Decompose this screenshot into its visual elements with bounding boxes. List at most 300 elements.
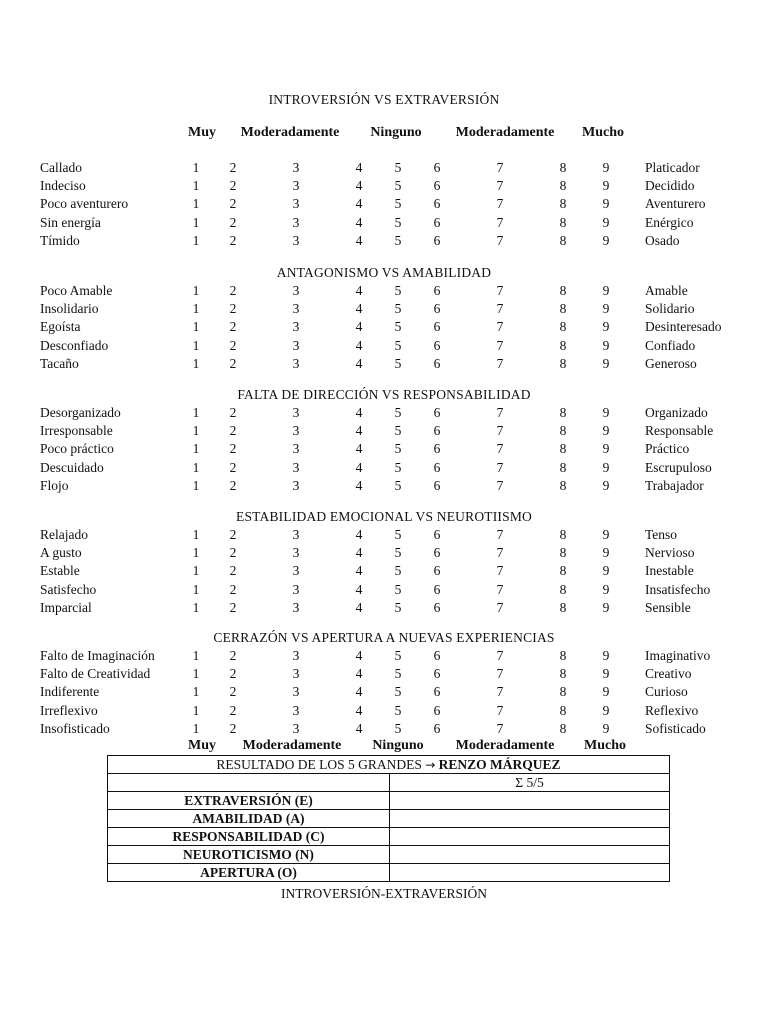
item-right-label: Inestable bbox=[645, 563, 694, 579]
rating-option[interactable]: 7 bbox=[496, 459, 504, 475]
rating-option[interactable]: 1 bbox=[192, 355, 200, 371]
rating-option[interactable]: 9 bbox=[602, 160, 610, 175]
rating-option[interactable]: 8 bbox=[559, 720, 567, 736]
item-left-label: Imparcial bbox=[40, 599, 92, 615]
rating-option[interactable]: 3 bbox=[292, 160, 300, 175]
trait-label-conscientiousness: RESPONSABILIDAD (C) bbox=[108, 828, 390, 846]
rating-option[interactable]: 6 bbox=[433, 214, 441, 230]
rating-option[interactable]: 2 bbox=[229, 178, 237, 194]
rating-option[interactable]: 8 bbox=[559, 196, 567, 212]
rating-option[interactable]: 6 bbox=[433, 283, 441, 298]
rating-option[interactable]: 2 bbox=[229, 355, 237, 371]
item-right-label: Aventurero bbox=[645, 196, 706, 212]
rating-option[interactable]: 1 bbox=[192, 301, 200, 317]
rating-option[interactable]: 2 bbox=[229, 477, 237, 493]
rating-option[interactable]: 4 bbox=[355, 599, 363, 615]
rating-option[interactable]: 3 bbox=[292, 214, 300, 230]
rating-option[interactable]: 7 bbox=[496, 160, 504, 175]
trait-score-neuroticism[interactable] bbox=[390, 846, 670, 864]
rating-option[interactable]: 6 bbox=[433, 599, 441, 615]
item-left-label: Poco aventurero bbox=[40, 196, 129, 212]
rating-option[interactable]: 6 bbox=[433, 337, 441, 353]
rating-option[interactable]: 4 bbox=[355, 563, 363, 579]
item-row bbox=[0, 215, 768, 233]
rating-option[interactable]: 6 bbox=[433, 581, 441, 597]
item-left-label: Relajado bbox=[40, 527, 88, 542]
rating-option[interactable]: 4 bbox=[355, 232, 363, 248]
rating-option[interactable]: 4 bbox=[355, 283, 363, 298]
item-right-label: Imaginativo bbox=[645, 648, 711, 663]
rating-option[interactable]: 6 bbox=[433, 319, 441, 335]
rating-option[interactable]: 5 bbox=[394, 423, 402, 439]
rating-option[interactable]: 9 bbox=[602, 178, 610, 194]
rating-option[interactable]: 3 bbox=[292, 477, 300, 493]
item-left-label: Satisfecho bbox=[40, 581, 97, 597]
trait-score-extraversion[interactable] bbox=[390, 792, 670, 810]
item-row bbox=[0, 648, 768, 666]
arrow-right-icon: → bbox=[425, 757, 436, 772]
rating-option[interactable]: 5 bbox=[394, 477, 402, 493]
scale-label: Moderadamente bbox=[455, 125, 555, 140]
section-title: INTROVERSIÓN VS EXTRAVERSIÓN bbox=[268, 92, 500, 107]
rating-option[interactable]: 5 bbox=[394, 441, 402, 457]
rating-option[interactable]: 7 bbox=[496, 337, 504, 353]
trait-label-neuroticism: NEUROTICISMO (N) bbox=[108, 846, 390, 864]
rating-option[interactable]: 6 bbox=[433, 720, 441, 736]
rating-option[interactable]: 3 bbox=[292, 720, 300, 736]
rating-option[interactable]: 2 bbox=[229, 545, 237, 561]
item-right-label: Decidido bbox=[645, 178, 695, 194]
rating-option[interactable]: 6 bbox=[433, 423, 441, 439]
rating-option[interactable]: 5 bbox=[394, 581, 402, 597]
rating-option[interactable]: 7 bbox=[496, 423, 504, 439]
item-row bbox=[0, 460, 768, 478]
item-row bbox=[0, 703, 768, 721]
rating-option[interactable]: 8 bbox=[559, 684, 567, 700]
rating-option[interactable]: 7 bbox=[496, 283, 504, 298]
rating-option[interactable]: 1 bbox=[192, 405, 200, 420]
rating-option[interactable]: 2 bbox=[229, 599, 237, 615]
rating-option[interactable]: 9 bbox=[602, 545, 610, 561]
rating-option[interactable]: 5 bbox=[394, 702, 402, 718]
rating-option[interactable]: 4 bbox=[355, 160, 363, 175]
rating-option[interactable]: 2 bbox=[229, 283, 237, 298]
rating-option[interactable]: 9 bbox=[602, 301, 610, 317]
rating-option[interactable]: 5 bbox=[394, 648, 402, 663]
rating-option[interactable]: 3 bbox=[292, 283, 300, 298]
rating-option[interactable]: 6 bbox=[433, 477, 441, 493]
rating-option[interactable]: 8 bbox=[559, 337, 567, 353]
rating-option[interactable]: 1 bbox=[192, 545, 200, 561]
rating-option[interactable]: 2 bbox=[229, 214, 237, 230]
rating-option[interactable]: 2 bbox=[229, 337, 237, 353]
rating-option[interactable]: 1 bbox=[192, 684, 200, 700]
rating-option[interactable]: 8 bbox=[559, 648, 567, 663]
rating-option[interactable]: 5 bbox=[394, 527, 402, 542]
rating-option[interactable]: 3 bbox=[292, 666, 300, 682]
rating-option[interactable]: 8 bbox=[559, 214, 567, 230]
rating-option[interactable]: 6 bbox=[433, 666, 441, 682]
rating-option[interactable]: 6 bbox=[433, 355, 441, 371]
rating-option[interactable]: 9 bbox=[602, 599, 610, 615]
rating-option[interactable]: 8 bbox=[559, 423, 567, 439]
rating-option[interactable]: 4 bbox=[355, 545, 363, 561]
rating-option[interactable]: 1 bbox=[192, 232, 200, 248]
item-left-label: Descuidado bbox=[40, 459, 104, 475]
rating-option[interactable]: 7 bbox=[496, 720, 504, 736]
rating-option[interactable]: 6 bbox=[433, 648, 441, 663]
item-right-label: Práctico bbox=[645, 441, 690, 457]
rating-option[interactable]: 8 bbox=[559, 441, 567, 457]
rating-option[interactable]: 5 bbox=[394, 337, 402, 353]
rating-option[interactable]: 4 bbox=[355, 405, 363, 420]
item-right-label: Osado bbox=[645, 232, 680, 248]
rating-option[interactable]: 1 bbox=[192, 527, 200, 542]
rating-option[interactable]: 1 bbox=[192, 477, 200, 493]
rating-option[interactable]: 5 bbox=[394, 720, 402, 736]
rating-option[interactable]: 9 bbox=[602, 337, 610, 353]
rating-option[interactable]: 1 bbox=[192, 319, 200, 335]
item-right-label: Curioso bbox=[645, 684, 688, 700]
rating-option[interactable]: 7 bbox=[496, 319, 504, 335]
rating-option[interactable]: 1 bbox=[192, 648, 200, 663]
rating-option[interactable]: 8 bbox=[559, 581, 567, 597]
item-left-label: Insofisticado bbox=[40, 720, 110, 736]
rating-option[interactable]: 5 bbox=[394, 283, 402, 298]
rating-option[interactable]: 1 bbox=[192, 563, 200, 579]
rating-option[interactable]: 6 bbox=[433, 563, 441, 579]
item-row bbox=[0, 160, 768, 178]
trait-score-conscientiousness[interactable] bbox=[390, 828, 670, 846]
rating-option[interactable]: 4 bbox=[355, 702, 363, 718]
rating-option[interactable]: 4 bbox=[355, 355, 363, 371]
rating-option[interactable]: 6 bbox=[433, 196, 441, 212]
item-row bbox=[0, 721, 768, 739]
rating-option[interactable]: 9 bbox=[602, 283, 610, 298]
rating-option[interactable]: 9 bbox=[602, 563, 610, 579]
rating-option[interactable]: 8 bbox=[559, 459, 567, 475]
item-right-label: Nervioso bbox=[645, 545, 695, 561]
rating-option[interactable]: 2 bbox=[229, 648, 237, 663]
scale-label: Muy bbox=[188, 125, 216, 140]
rating-option[interactable]: 3 bbox=[292, 196, 300, 212]
rating-option[interactable]: 2 bbox=[229, 563, 237, 579]
rating-option[interactable]: 1 bbox=[192, 581, 200, 597]
rating-option[interactable]: 2 bbox=[229, 301, 237, 317]
rating-option[interactable]: 4 bbox=[355, 337, 363, 353]
item-row bbox=[0, 666, 768, 684]
rating-option[interactable]: 3 bbox=[292, 178, 300, 194]
item-right-label: Desinteresado bbox=[645, 319, 722, 335]
rating-option[interactable]: 3 bbox=[292, 405, 300, 420]
rating-option[interactable]: 4 bbox=[355, 423, 363, 439]
rating-option[interactable]: 7 bbox=[496, 599, 504, 615]
item-right-label: Trabajador bbox=[645, 477, 704, 493]
item-right-label: Responsable bbox=[645, 423, 714, 439]
item-row bbox=[0, 178, 768, 196]
item-left-label: Flojo bbox=[40, 477, 69, 493]
item-right-label: Creativo bbox=[645, 666, 692, 682]
rating-option[interactable]: 7 bbox=[496, 178, 504, 194]
rating-option[interactable]: 4 bbox=[355, 666, 363, 682]
rating-option[interactable]: 9 bbox=[602, 319, 610, 335]
rating-option[interactable]: 5 bbox=[394, 178, 402, 194]
item-row bbox=[0, 527, 768, 545]
rating-option[interactable]: 9 bbox=[602, 232, 610, 248]
section-title: CERRAZÓN VS APERTURA A NUEVAS EXPERIENCIAS bbox=[213, 630, 555, 645]
rating-option[interactable]: 9 bbox=[602, 648, 610, 663]
trait-score-agreeableness[interactable] bbox=[390, 810, 670, 828]
rating-option[interactable]: 9 bbox=[602, 702, 610, 718]
rating-option[interactable]: 2 bbox=[229, 666, 237, 682]
rating-option[interactable]: 3 bbox=[292, 232, 300, 248]
rating-option[interactable]: 6 bbox=[433, 178, 441, 194]
rating-option[interactable]: 3 bbox=[292, 702, 300, 718]
rating-option[interactable]: 9 bbox=[602, 423, 610, 439]
rating-option[interactable]: 9 bbox=[602, 477, 610, 493]
rating-option[interactable]: 1 bbox=[192, 178, 200, 194]
rating-option[interactable]: 9 bbox=[602, 720, 610, 736]
rating-option[interactable]: 3 bbox=[292, 581, 300, 597]
rating-option[interactable]: 3 bbox=[292, 527, 300, 542]
item-row bbox=[0, 356, 768, 374]
rating-option[interactable]: 4 bbox=[355, 527, 363, 542]
item-right-label: Enérgico bbox=[645, 214, 694, 230]
rating-option[interactable]: 7 bbox=[496, 214, 504, 230]
rating-option[interactable]: 4 bbox=[355, 319, 363, 335]
rating-option[interactable]: 6 bbox=[433, 545, 441, 561]
rating-option[interactable]: 8 bbox=[559, 545, 567, 561]
rating-option[interactable]: 3 bbox=[292, 459, 300, 475]
rating-option[interactable]: 1 bbox=[192, 702, 200, 718]
item-right-label: Sofisticado bbox=[645, 720, 706, 736]
rating-option[interactable]: 4 bbox=[355, 581, 363, 597]
rating-option[interactable]: 5 bbox=[394, 563, 402, 579]
rating-option[interactable]: 2 bbox=[229, 160, 237, 175]
results-title bbox=[108, 756, 670, 774]
item-row bbox=[0, 319, 768, 337]
rating-option[interactable]: 5 bbox=[394, 459, 402, 475]
item-left-label: Egoísta bbox=[40, 319, 81, 335]
rating-option[interactable]: 3 bbox=[292, 301, 300, 317]
rating-option[interactable]: 6 bbox=[433, 405, 441, 420]
rating-option[interactable]: 3 bbox=[292, 319, 300, 335]
rating-option[interactable]: 7 bbox=[496, 441, 504, 457]
rating-option[interactable]: 9 bbox=[602, 581, 610, 597]
item-left-label: Indeciso bbox=[40, 178, 86, 194]
rating-option[interactable]: 1 bbox=[192, 160, 200, 175]
rating-option[interactable]: 6 bbox=[433, 684, 441, 700]
rating-option[interactable]: 6 bbox=[433, 160, 441, 175]
rating-option[interactable]: 4 bbox=[355, 301, 363, 317]
rating-option[interactable]: 8 bbox=[559, 355, 567, 371]
trait-label-openness: APERTURA (O) bbox=[108, 864, 390, 882]
rating-option[interactable]: 8 bbox=[559, 563, 567, 579]
item-right-label: Organizado bbox=[645, 405, 708, 420]
rating-option[interactable]: 4 bbox=[355, 459, 363, 475]
item-right-label: Tenso bbox=[645, 527, 678, 542]
rating-option[interactable]: 8 bbox=[559, 160, 567, 175]
rating-option[interactable]: 7 bbox=[496, 527, 504, 542]
rating-option[interactable]: 7 bbox=[496, 196, 504, 212]
rating-option[interactable]: 6 bbox=[433, 459, 441, 475]
sum-header: Σ 5/5 bbox=[390, 774, 670, 792]
rating-option[interactable]: 2 bbox=[229, 423, 237, 439]
item-right-label: Confiado bbox=[645, 337, 696, 353]
rating-option[interactable]: 2 bbox=[229, 232, 237, 248]
rating-option[interactable]: 4 bbox=[355, 196, 363, 212]
rating-option[interactable]: 5 bbox=[394, 405, 402, 420]
rating-option[interactable]: 2 bbox=[229, 441, 237, 457]
item-right-label: Amable bbox=[645, 283, 688, 298]
rating-option[interactable]: 1 bbox=[192, 214, 200, 230]
rating-option[interactable]: 6 bbox=[433, 301, 441, 317]
rating-option[interactable]: 8 bbox=[559, 599, 567, 615]
rating-option[interactable]: 5 bbox=[394, 666, 402, 682]
rating-option[interactable]: 6 bbox=[433, 232, 441, 248]
scale-label: Ninguno bbox=[370, 125, 422, 140]
rating-option[interactable]: 8 bbox=[559, 405, 567, 420]
rating-option[interactable]: 7 bbox=[496, 477, 504, 493]
rating-option[interactable]: 6 bbox=[433, 702, 441, 718]
rating-option[interactable]: 7 bbox=[496, 405, 504, 420]
rating-option[interactable]: 3 bbox=[292, 423, 300, 439]
rating-option[interactable]: 1 bbox=[192, 283, 200, 298]
rating-option[interactable]: 1 bbox=[192, 720, 200, 736]
item-left-label: Poco práctico bbox=[40, 441, 114, 457]
rating-option[interactable]: 4 bbox=[355, 477, 363, 493]
rating-option[interactable]: 5 bbox=[394, 355, 402, 371]
rating-option[interactable]: 4 bbox=[355, 178, 363, 194]
rating-option[interactable]: 4 bbox=[355, 684, 363, 700]
rating-option[interactable]: 2 bbox=[229, 581, 237, 597]
trait-score-openness[interactable] bbox=[390, 864, 670, 882]
item-left-label: Callado bbox=[40, 160, 82, 175]
rating-option[interactable]: 1 bbox=[192, 459, 200, 475]
item-row bbox=[0, 545, 768, 563]
rating-option[interactable]: 5 bbox=[394, 214, 402, 230]
rating-option[interactable]: 7 bbox=[496, 563, 504, 579]
rating-option[interactable]: 1 bbox=[192, 423, 200, 439]
rating-option[interactable]: 7 bbox=[496, 545, 504, 561]
rating-option[interactable]: 5 bbox=[394, 319, 402, 335]
rating-option[interactable]: 1 bbox=[192, 666, 200, 682]
rating-option[interactable]: 3 bbox=[292, 648, 300, 663]
item-right-label: Insatisfecho bbox=[645, 581, 711, 597]
item-row bbox=[0, 338, 768, 356]
rating-option[interactable]: 9 bbox=[602, 441, 610, 457]
rating-option[interactable]: 9 bbox=[602, 196, 610, 212]
rating-option[interactable]: 6 bbox=[433, 441, 441, 457]
rating-option[interactable]: 8 bbox=[559, 301, 567, 317]
rating-option[interactable]: 7 bbox=[496, 702, 504, 718]
rating-option[interactable]: 5 bbox=[394, 684, 402, 700]
rating-option[interactable]: 2 bbox=[229, 527, 237, 542]
rating-option[interactable]: 9 bbox=[602, 527, 610, 542]
rating-option[interactable]: 2 bbox=[229, 405, 237, 420]
item-left-label: Desconfiado bbox=[40, 337, 109, 353]
rating-option[interactable]: 9 bbox=[602, 684, 610, 700]
rating-option[interactable]: 8 bbox=[559, 283, 567, 298]
results-table bbox=[107, 755, 670, 882]
rating-option[interactable]: 3 bbox=[292, 684, 300, 700]
rating-option[interactable]: 2 bbox=[229, 684, 237, 700]
results-person-name: RENZO MÁRQUEZ bbox=[438, 756, 561, 772]
rating-option[interactable]: 3 bbox=[292, 599, 300, 615]
rating-option[interactable]: 5 bbox=[394, 301, 402, 317]
rating-option[interactable]: 5 bbox=[394, 196, 402, 212]
rating-option[interactable]: 3 bbox=[292, 563, 300, 579]
rating-option[interactable]: 7 bbox=[496, 581, 504, 597]
item-row bbox=[0, 441, 768, 459]
item-right-label: Solidario bbox=[645, 301, 695, 317]
rating-option[interactable]: 9 bbox=[602, 355, 610, 371]
scale-label: Moderadamente bbox=[242, 738, 342, 753]
scale-header-top bbox=[0, 125, 768, 143]
rating-option[interactable]: 8 bbox=[559, 319, 567, 335]
item-row bbox=[0, 684, 768, 702]
rating-option[interactable]: 4 bbox=[355, 648, 363, 663]
rating-option[interactable]: 1 bbox=[192, 196, 200, 212]
rating-option[interactable]: 7 bbox=[496, 232, 504, 248]
rating-option[interactable]: 1 bbox=[192, 599, 200, 615]
rating-option[interactable]: 2 bbox=[229, 459, 237, 475]
rating-option[interactable]: 1 bbox=[192, 441, 200, 457]
rating-option[interactable]: 9 bbox=[602, 405, 610, 420]
rating-option[interactable]: 5 bbox=[394, 599, 402, 615]
rating-option[interactable]: 9 bbox=[602, 666, 610, 682]
rating-option[interactable]: 4 bbox=[355, 214, 363, 230]
rating-option[interactable]: 2 bbox=[229, 319, 237, 335]
rating-option[interactable]: 3 bbox=[292, 337, 300, 353]
rating-option[interactable]: 5 bbox=[394, 232, 402, 248]
rating-option[interactable]: 4 bbox=[355, 720, 363, 736]
rating-option[interactable]: 8 bbox=[559, 477, 567, 493]
rating-option[interactable]: 7 bbox=[496, 666, 504, 682]
rating-option[interactable]: 9 bbox=[602, 459, 610, 475]
rating-option[interactable]: 7 bbox=[496, 684, 504, 700]
rating-option[interactable]: 7 bbox=[496, 301, 504, 317]
rating-option[interactable]: 7 bbox=[496, 355, 504, 371]
item-left-label: Estable bbox=[40, 563, 80, 579]
rating-option[interactable]: 6 bbox=[433, 527, 441, 542]
rating-option[interactable]: 2 bbox=[229, 196, 237, 212]
rating-option[interactable]: 3 bbox=[292, 441, 300, 457]
rating-option[interactable]: 4 bbox=[355, 441, 363, 457]
rating-option[interactable]: 3 bbox=[292, 355, 300, 371]
rating-option[interactable]: 2 bbox=[229, 720, 237, 736]
rating-option[interactable]: 8 bbox=[559, 178, 567, 194]
rating-option[interactable]: 8 bbox=[559, 232, 567, 248]
rating-option[interactable]: 8 bbox=[559, 666, 567, 682]
item-left-label: Desorganizado bbox=[40, 405, 121, 420]
results-title-text: RESULTADO DE LOS 5 GRANDES bbox=[216, 756, 422, 772]
rating-option[interactable]: 7 bbox=[496, 648, 504, 663]
rating-option[interactable]: 5 bbox=[394, 160, 402, 175]
rating-option[interactable]: 9 bbox=[602, 214, 610, 230]
rating-option[interactable]: 1 bbox=[192, 337, 200, 353]
item-row bbox=[0, 600, 768, 618]
rating-option[interactable]: 8 bbox=[559, 527, 567, 542]
rating-option[interactable]: 8 bbox=[559, 702, 567, 718]
item-row bbox=[0, 283, 768, 301]
rating-option[interactable]: 2 bbox=[229, 702, 237, 718]
rating-option[interactable]: 3 bbox=[292, 545, 300, 561]
item-left-label: A gusto bbox=[40, 545, 82, 561]
scale-label: Ninguno bbox=[372, 738, 424, 753]
rating-option[interactable]: 5 bbox=[394, 545, 402, 561]
scale-label: Muy bbox=[188, 738, 216, 753]
